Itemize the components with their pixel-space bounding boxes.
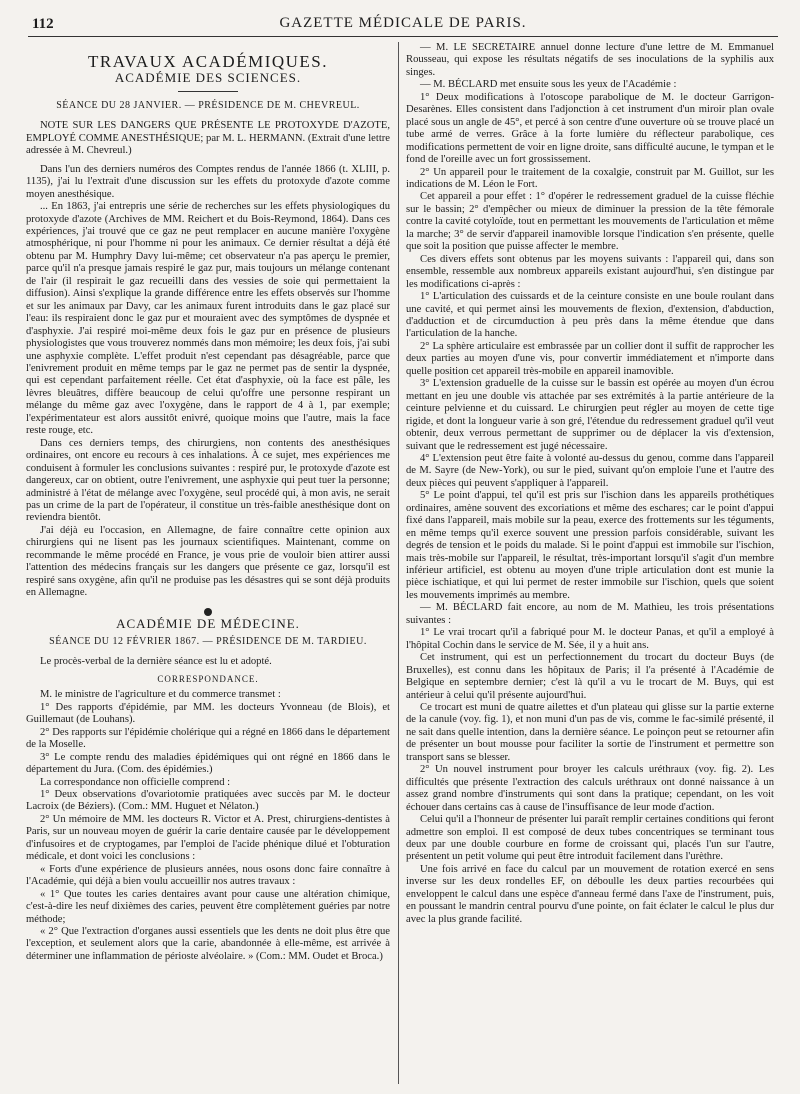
paragraph: 1° Deux modifications à l'otoscope parabolique de M. le docteur Garrigon-Desarènes. Elles consistent dans l'adjonction à cet instrument d'un miroir plan ovale placé sous un angle de 45°, et percé à son centre d'une ouverture où se trouve placé un tube armé de verres. Grâce à la forte lumière du réflecteur parabolique, ces modifications permettent de voir en ligne droite, sans difficulté aucune, le tympan et le fond de l'oreille avec un fort grossissement. bbox=[406, 91, 774, 166]
paragraph: 2° Un nouvel instrument pour broyer les calculs uréthraux (voy. fig. 2). Les difficultés que présente l'extraction des calculs uréthraux ont donné naissance à un assez grand nombre d'instruments qui sont dans la pratique; cependant, on les voit échouer dans certains cas à cause de l'insuffisance de leur mode d'action. bbox=[406, 764, 774, 813]
right-column bbox=[406, 42, 774, 1088]
page-number: 112 bbox=[32, 16, 54, 32]
paragraph: 4° L'extension peut être faite à volonté au-dessus du genou, comme dans l'appareil de M. Sayre (de New-York), ou sur le pied, suivant qu'on emploie l'une et l'autre des deux pièces qui peuvent s'appliquer à l'appareil. bbox=[406, 452, 774, 489]
seance-medecine: SÉANCE DU 12 FÉVRIER 1867. — PRÉSIDENCE DE M. TARDIEU. bbox=[49, 636, 367, 648]
paragraph: Une fois arrivé en face du calcul par un mouvement de rotation exercé en sens inverse sur les deux rondelles EF, on déboulle les deux parties recourbées qui enveloppent le calcul dans une espèce d'anneau fermé dans l'axe de l'instrument, puis, en poussant le mandrin central pourvu d'une pointe, on fait éclater le calcul le plus dur avec la plus grande facilité. bbox=[406, 863, 774, 925]
paragraph: Cet instrument, qui est un perfectionnement du trocart du docteur Buys (de Bruxelles), est connu dans les hôpitaux de Paris; il l'a présenté à l'Académie de Belgique en septembre dernier; c'est là qu'il a vu le trocart de M. Buys, qui est antérieur à celui qu'il présente aujourd'hui. bbox=[406, 652, 774, 701]
paragraph: « Forts d'une expérience de plusieurs années, nous osons donc faire connaître à l'Académie, qui déjà a bien voulu accueillir nos autres travaux : bbox=[26, 863, 390, 888]
note-heading bbox=[26, 120, 390, 157]
paragraph: Dans l'un des derniers numéros des Comptes rendus de l'année 1866 (t. XLIII, p. 1135), j'ai lu l'extrait d'une discussion sur les effets du protoxyde d'azote comme moyen anesthésique. bbox=[26, 163, 390, 200]
paragraph: Le procès-verbal de la dernière séance est lu et adopté. bbox=[40, 656, 272, 668]
paragraph: J'ai déjà eu l'occasion, en Allemagne, de faire connaître cette opinion aux chirurgiens qui ne lisent pas les journaux scientifiques. Maintenant, comme on recommande le même procédé en France, je vous prie de vouloir bien attirer aussi l'attention des médecins français sur les dangers que présente ce gaz, lorsqu'il est respiré sans oxygène, afin qu'il ne produise pas les désastres qui se sont déjà produits en Allemagne. bbox=[26, 524, 390, 599]
paragraph: « 1° Que toutes les caries dentaires avant pour cause une altération chimique, c'est-à-dire les neuf dixièmes des caries, peuvent être complètement guéries par notre méthode; bbox=[26, 888, 390, 925]
heading-rule bbox=[178, 91, 238, 92]
paragraph: Dans ces derniers temps, des chirurgiens, non contents des anesthésiques ordinaires, ont encore eu recours à ces inhalations. À ce sujet, mes expériences me conduisent à formuler les conclusions suivantes : respiré pur, le protoxyde d'azote est dangereux, car on obtient, outre l'enivrement, une asphyxie qui peut tuer la personne; administré à l'état de mélange avec l'oxygène, seul procédé qui, à mon avis, ne serait pas un crime de la part de l'opérateur, il constitue un très-faible anesthésique dont on reviendra bientôt. bbox=[26, 437, 390, 524]
left-column bbox=[26, 42, 390, 1088]
note-title: NOTE SUR LES DANGERS QUE PRÉSENTE LE PROTOXYDE D'AZOTE, EMPLOYÉ COMME ANESTHÉSIQUE; bbox=[26, 120, 390, 144]
academy-medecine-heading: ACADÉMIE DE MÉDECINE. bbox=[116, 615, 300, 631]
paragraph: — M. BÉCLARD fait encore, au nom de M. Mathieu, les trois présentations suivantes : bbox=[406, 602, 774, 626]
paragraph: Cet appareil a pour effet : 1° d'opérer le redressement graduel de la cuisse fléchie sur le bassin; 2° d'empêcher ou mieux de diminuer la pression de la tête fémorale contre la cavité cotyloïde, tout en permettant les mouvements de l'articulation et même la marche; 3° de servir d'appareil inamovible lorsque l'indication s'en présente, quelle que soit la position que puisse affecter le membre. bbox=[406, 191, 774, 253]
paragraph: 1° Deux observations d'ovariotomie pratiquées avec succès par M. le docteur Lacroix (de Béziers). (Com.: MM. Huguet et Nélaton.) bbox=[26, 789, 390, 813]
paragraph: 2° Des rapports sur l'épidémie cholérique qui a régné en 1866 dans le département de la Moselle. bbox=[26, 726, 390, 751]
paragraph: 1° Des rapports d'épidémie, par MM. les docteurs Yvonneau (de Blois), et Guillemaut (de Louhans). bbox=[26, 701, 390, 726]
paragraph: Celui qu'il a l'honneur de présenter lui paraît remplir certaines conditions qui feront admettre son emploi. Il est composé de deux tubes concentriques se terminant tous deux par une double courbure en forme de croissant qui, placés l'un sur l'autre, présentent un petit volume qui peut être introduit facilement dans l'urèthre. bbox=[406, 814, 774, 863]
paragraph: La correspondance non officielle comprend : bbox=[40, 776, 231, 788]
column-divider bbox=[398, 42, 399, 1084]
paragraph: 3° Le compte rendu des maladies épidémiques qui ont régné en 1866 dans le département du Jura. (Com. des épidémies.) bbox=[26, 751, 390, 776]
paragraph: 5° Le point d'appui, tel qu'il est pris sur l'ischion dans les appareils prothétiques ordinaires, amène souvent des excoriations et même des eschares; car le point d'appui fixé dans l'appareil, mais mobile sur la peau, exerce des frottements sur les téguments, en même temps qu'il exerce souvent une pression parfois considérable, suivant les degrés de tension et le poids du malade. Si le point d'appui est immobile sur l'ischion, mais très-mobile sur l'appareil, le résultat, très-important lorsqu'il s'agit d'un membre inférieur artificiel, est obtenu au moyen d'une triple articulation dont est munie la pièce ischiatique, et qui lui permet de rester immobile sur l'ischion, quels que soient les mouvements imprimés au membre. bbox=[406, 490, 774, 601]
correspondance-heading: CORRESPONDANCE. bbox=[157, 673, 259, 684]
paragraph: — M. BÉCLARD met ensuite sous les yeux de l'Académie : bbox=[420, 79, 677, 91]
page-header bbox=[28, 10, 778, 37]
separator-dot bbox=[204, 608, 212, 616]
paragraph: « 2° Que l'extraction d'organes aussi essentiels que les dents ne doit plus être que l'exception, et seulement alors que la carie, abandonnée à elle-même, est arrivée à déterminer une inflammation de périoste alvéolaire. » (Com.: MM. Oudet et Broca.) bbox=[26, 926, 390, 962]
paragraph: 2° Un mémoire de MM. les docteurs R. Victor et A. Prest, chirurgiens-dentistes à Paris, sur un nouveau moyen de guérir la carie dentaire causée par le développement d'infusoires et de cryptogames, par l'emploi de l'acide phénique dilué et l'obturation médicale, et dont voici les conclusions : bbox=[26, 813, 390, 863]
paragraph: Ces divers effets sont obtenus par les moyens suivants : l'appareil qui, dans son ensemble, ressemble aux nombreux appareils existant aujourd'hui, s'en distingue par les modifications ci-après : bbox=[406, 253, 774, 290]
academy-sciences-heading: ACADÉMIE DES SCIENCES. bbox=[114, 70, 302, 86]
paragraph: 2° Un appareil pour le traitement de la coxalgie, construit par M. Guillot, sur les indications de M. Léon le Fort. bbox=[406, 166, 774, 190]
running-title: GAZETTE MÉDICALE DE PARIS. bbox=[279, 15, 527, 31]
paragraph: 1° L'articulation des cuissards et de la ceinture consiste en une boule roulant dans une cavité, et qui permet ainsi les mouvements de flexion, d'extension, d'abduction, d'adduction et de circumduction à peu près dans la même étendue que dans l'articulation de la hanche. bbox=[406, 291, 774, 340]
section-title: TRAVAUX ACADÉMIQUES. bbox=[87, 52, 328, 71]
paragraph: 3° L'extension graduelle de la cuisse sur le bassin est opérée au moyen d'un écrou mettant en jeu une double vis attachée par ses extrémités à la partie antérieure de la ceinture pelvienne et du cuissard. Le chirurgien peut régler au moyen de cette tige rigide, et dont la longueur varie à son gré, l'étendue du redressement graduel qu'il veut obtenir, deux verrous permettant de supprimer ou de déplacer la vis d'extension, suivant que le redressement est jugé nécessaire. bbox=[406, 378, 774, 452]
paragraph: 2° La sphère articulaire est embrassée par un collier dont il suffit de rapprocher les deux parties au moyen d'une vis, pour convertir immédiatement et n'importe dans quelle position cet appareil très-mobile en appareil inamovible. bbox=[406, 340, 774, 377]
paragraph: 1° Le vrai trocart qu'il a fabriqué pour M. le docteur Panas, et qu'il a employé à l'hôpital Cochin dans le service de M. Sée, il y a huit ans. bbox=[406, 627, 774, 651]
paragraph: M. le ministre de l'agriculture et du commerce transmet : bbox=[40, 689, 281, 701]
note-author: par M. L. HERMANN. (Extrait d'une lettre adressée à M. Chevreul.) bbox=[26, 132, 390, 157]
paragraph: ... En 1863, j'ai entrepris une série de recherches sur les effets physiologiques du protoxyde d'azote (Archives de MM. Reichert et du Bois-Reymond, 1864). Dans ces expériences, j'ai trouvé que ce gaz ne peut remplacer en aucune manière l'oxygène atmosphérique, ni pour l'homme ni pour les animaux. Ce dernier résultat a déjà été obtenu par M. Humphry Davy lui-même; cet observateur n'a pas aperçu le premier, parce qu'il n'a presque jamais respiré le gaz pur, mais toujours un mélange contenant de l'air (il respirait le gaz recueilli dans des vessies de soie qui permettaient la diffusion). Ainsi s'explique la grande différence entre les effets observés sur l'homme et sur les animaux par Davy, car les animaux furent introduits dans le gaz placé sur l'eau: ils respiraient donc le gaz pur et mouraient avec des symptômes de dyspnée et d'asphyxie. J'ai respiré moi-même deux fois le gaz pur en présence de plusieurs physiologistes que vous trouverez nommés dans mon mémoire; les deux fois, j'ai subi une asphyxie complète. L'effet produit n'est cependant pas désagréable, parce que l'enivrement produit en même temps par le gaz ne permet pas de sentir la dyspnée, qui est cependant parfaitement réelle. Cet état d'asphyxie, où la face est pâle, les lèvres bleuâtres, diffère beaucoup de celui qu'offre une personne respirant un mélange du même gaz avec l'oxygène, dans le rapport de 4 à 1, par exemple; l'expérimentateur est alors aussitôt enivré, quoique moins que l'autre, mais la face reste rouge, etc. bbox=[26, 201, 390, 437]
paragraph: Ce trocart est muni de quatre ailettes et d'un plateau qui glisse sur la partie externe de la canule (voy. fig. 1), et non muni d'un pas de vis, comme le fac-similé présenté, il ne sait dans quelle intention, dans la dernière séance. Le poinçon peut se retourner afin de présenter un bout mousse pour faciliter la sortie de l'instrument et permettre son transport sans se blesser. bbox=[406, 702, 774, 763]
seance-sciences: SÉANCE DU 28 JANVIER. — PRÉSIDENCE DE M. CHEVREUL. bbox=[56, 99, 360, 111]
paragraph: — M. LE SECRÉTAIRE annuel donne lecture d'une lettre de M. Emmanuel Rousseau, qui expose les résultats négatifs de ses inoculations de la syphilis aux singes. bbox=[406, 42, 774, 78]
